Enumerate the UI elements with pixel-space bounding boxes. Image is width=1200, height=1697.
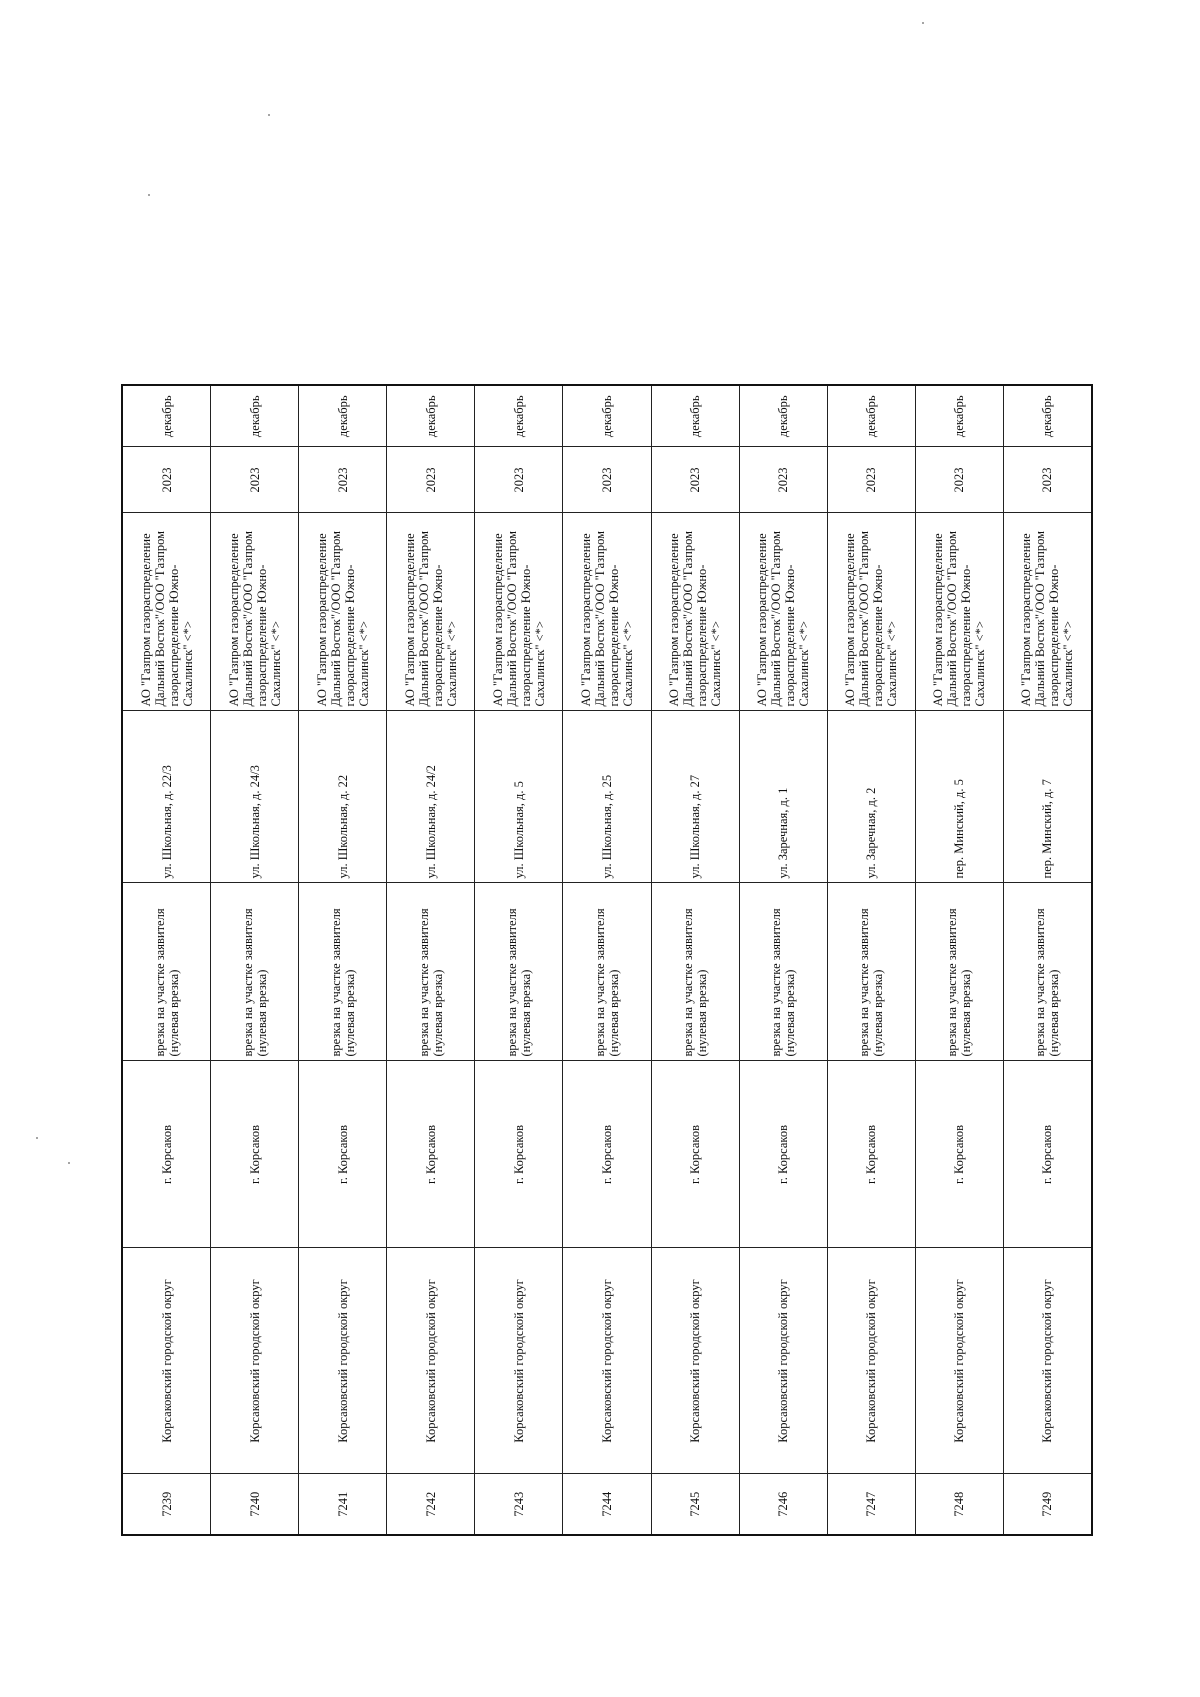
connection-type-cell: врезка на участке заявителя (нулевая врезка) — [915, 883, 1003, 1061]
address-cell: ул. Школьная, д. 27 — [651, 711, 739, 883]
month-cell: декабрь — [827, 385, 915, 447]
scan-speck — [148, 194, 150, 196]
row-number: 7239 — [122, 1474, 211, 1535]
organization-cell: АО "Газпром газораспределение Дальний Восток"/ООО "Газпром газораспределение Южно-Сахалинск" <*> — [122, 513, 211, 711]
connection-type-cell: врезка на участке заявителя (нулевая врезка) — [475, 883, 563, 1061]
year-cell: 2023 — [739, 447, 827, 513]
city-cell: г. Корсаков — [122, 1061, 211, 1248]
scan-speck — [68, 1162, 70, 1164]
district-cell: Корсаковский городской округ — [739, 1248, 827, 1474]
month-cell: декабрь — [651, 385, 739, 447]
connection-type-cell: врезка на участке заявителя (нулевая врезка) — [387, 883, 475, 1061]
row-number: 7242 — [387, 1474, 475, 1535]
city-cell: г. Корсаков — [827, 1061, 915, 1248]
month-cell: декабрь — [739, 385, 827, 447]
address-cell: ул. Школьная, д. 5 — [475, 711, 563, 883]
month-cell: декабрь — [1003, 385, 1092, 447]
address-cell: ул. Школьная, д. 24/3 — [211, 711, 299, 883]
table-row — [475, 385, 563, 1535]
row-number: 7243 — [475, 1474, 563, 1535]
organization-cell: АО "Газпром газораспределение Дальний Восток"/ООО "Газпром газораспределение Южно-Сахалинск" <*> — [475, 513, 563, 711]
year-cell: 2023 — [651, 447, 739, 513]
organization-cell: АО "Газпром газораспределение Дальний Восток"/ООО "Газпром газораспределение Южно-Сахалинск" <*> — [915, 513, 1003, 711]
city-cell: г. Корсаков — [1003, 1061, 1092, 1248]
organization-cell: АО "Газпром газораспределение Дальний Восток"/ООО "Газпром газораспределение Южно-Сахалинск" <*> — [739, 513, 827, 711]
year-cell: 2023 — [211, 447, 299, 513]
month-cell: декабрь — [915, 385, 1003, 447]
district-cell: Корсаковский городской округ — [827, 1248, 915, 1474]
address-cell: ул. Заречная, д. 2 — [827, 711, 915, 883]
connection-type-cell: врезка на участке заявителя (нулевая врезка) — [211, 883, 299, 1061]
address-cell: пер. Минский, д. 7 — [1003, 711, 1092, 883]
connection-type-cell: врезка на участке заявителя (нулевая врезка) — [299, 883, 387, 1061]
connection-type-cell: врезка на участке заявителя (нулевая врезка) — [739, 883, 827, 1061]
scan-speck — [922, 22, 924, 24]
address-cell: ул. Школьная, д. 22/3 — [122, 711, 211, 883]
row-number: 7244 — [563, 1474, 651, 1535]
table-row — [1003, 385, 1092, 1535]
table-row — [651, 385, 739, 1535]
organization-cell: АО "Газпром газораспределение Дальний Восток"/ООО "Газпром газораспределение Южно-Сахалинск" <*> — [827, 513, 915, 711]
row-number: 7240 — [211, 1474, 299, 1535]
city-cell: г. Корсаков — [387, 1061, 475, 1248]
organization-cell: АО "Газпром газораспределение Дальний Восток"/ООО "Газпром газораспределение Южно-Сахалинск" <*> — [299, 513, 387, 711]
month-cell: декабрь — [387, 385, 475, 447]
address-cell: ул. Школьная, д. 22 — [299, 711, 387, 883]
district-cell: Корсаковский городской округ — [387, 1248, 475, 1474]
city-cell: г. Корсаков — [475, 1061, 563, 1248]
organization-cell: АО "Газпром газораспределение Дальний Восток"/ООО "Газпром газораспределение Южно-Сахалинск" <*> — [387, 513, 475, 711]
row-number: 7241 — [299, 1474, 387, 1535]
organization-cell: АО "Газпром газораспределение Дальний Восток"/ООО "Газпром газораспределение Южно-Сахалинск" <*> — [651, 513, 739, 711]
table-row — [211, 385, 299, 1535]
month-cell: декабрь — [563, 385, 651, 447]
district-cell: Корсаковский городской округ — [475, 1248, 563, 1474]
table-row — [739, 385, 827, 1535]
city-cell: г. Корсаков — [915, 1061, 1003, 1248]
row-number: 7247 — [827, 1474, 915, 1535]
city-cell: г. Корсаков — [211, 1061, 299, 1248]
registry-table-body — [122, 385, 1092, 1535]
table-row — [122, 385, 211, 1535]
address-cell: ул. Школьная, д. 24/2 — [387, 711, 475, 883]
month-cell: декабрь — [211, 385, 299, 447]
table-row — [827, 385, 915, 1535]
city-cell: г. Корсаков — [299, 1061, 387, 1248]
year-cell: 2023 — [122, 447, 211, 513]
address-cell: ул. Школьная, д. 25 — [563, 711, 651, 883]
district-cell: Корсаковский городской округ — [299, 1248, 387, 1474]
connection-type-cell: врезка на участке заявителя (нулевая врезка) — [1003, 883, 1092, 1061]
city-cell: г. Корсаков — [651, 1061, 739, 1248]
year-cell: 2023 — [1003, 447, 1092, 513]
connection-type-cell: врезка на участке заявителя (нулевая врезка) — [122, 883, 211, 1061]
organization-cell: АО "Газпром газораспределение Дальний Восток"/ООО "Газпром газораспределение Южно-Сахалинск" <*> — [1003, 513, 1092, 711]
organization-cell: АО "Газпром газораспределение Дальний Восток"/ООО "Газпром газораспределение Южно-Сахалинск" <*> — [563, 513, 651, 711]
table-row — [915, 385, 1003, 1535]
organization-cell: АО "Газпром газораспределение Дальний Восток"/ООО "Газпром газораспределение Южно-Сахалинск" <*> — [211, 513, 299, 711]
gasification-registry-table — [121, 384, 1093, 1536]
month-cell: декабрь — [475, 385, 563, 447]
year-cell: 2023 — [915, 447, 1003, 513]
row-number: 7246 — [739, 1474, 827, 1535]
district-cell: Корсаковский городской округ — [563, 1248, 651, 1474]
scan-speck — [268, 114, 270, 116]
table-row — [387, 385, 475, 1535]
district-cell: Корсаковский городской округ — [211, 1248, 299, 1474]
connection-type-cell: врезка на участке заявителя (нулевая врезка) — [563, 883, 651, 1061]
month-cell: декабрь — [122, 385, 211, 447]
district-cell: Корсаковский городской округ — [915, 1248, 1003, 1474]
row-number: 7245 — [651, 1474, 739, 1535]
table-row — [563, 385, 651, 1535]
scan-speck — [36, 1137, 38, 1139]
month-cell: декабрь — [299, 385, 387, 447]
address-cell: пер. Минский, д. 5 — [915, 711, 1003, 883]
district-cell: Корсаковский городской округ — [122, 1248, 211, 1474]
connection-type-cell: врезка на участке заявителя (нулевая врезка) — [827, 883, 915, 1061]
row-number: 7249 — [1003, 1474, 1092, 1535]
connection-type-cell: врезка на участке заявителя (нулевая врезка) — [651, 883, 739, 1061]
city-cell: г. Корсаков — [563, 1061, 651, 1248]
year-cell: 2023 — [387, 447, 475, 513]
year-cell: 2023 — [475, 447, 563, 513]
table-row — [299, 385, 387, 1535]
year-cell: 2023 — [299, 447, 387, 513]
year-cell: 2023 — [563, 447, 651, 513]
rotated-table-sheet — [121, 386, 1093, 1536]
address-cell: ул. Заречная, д. 1 — [739, 711, 827, 883]
year-cell: 2023 — [827, 447, 915, 513]
district-cell: Корсаковский городской округ — [1003, 1248, 1092, 1474]
city-cell: г. Корсаков — [739, 1061, 827, 1248]
district-cell: Корсаковский городской округ — [651, 1248, 739, 1474]
row-number: 7248 — [915, 1474, 1003, 1535]
